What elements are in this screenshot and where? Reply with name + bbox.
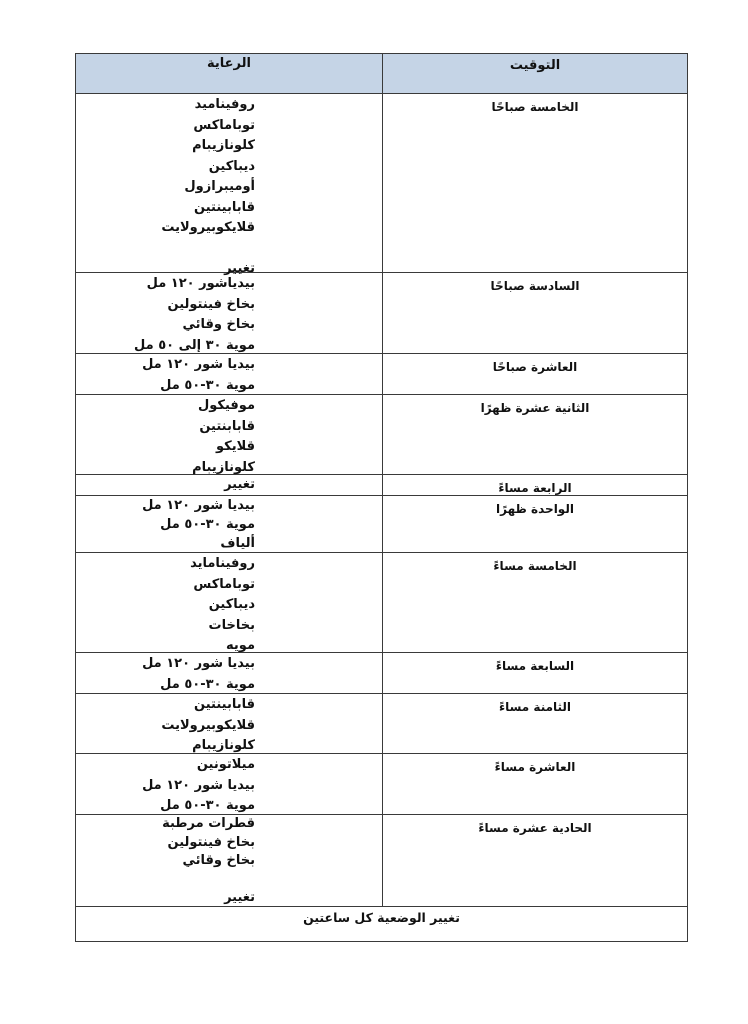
table-row [76,553,687,653]
care-cell [76,475,383,495]
care-item: ميلاتونين [196,757,255,772]
care-item: أوميبرازول [184,179,255,194]
table-row [76,475,687,496]
time-cell [383,354,687,394]
care-item: بيديا شور ١٢٠ مل [142,498,255,513]
care-item: بخاخ فينتولين [167,296,255,312]
table-row [76,354,687,395]
care-item: ألياف [220,536,255,551]
table-row [76,496,687,553]
time-label: السابعة مساءً [495,659,575,673]
time-label: السادسة صباحًا [490,279,580,293]
time-label: الخامسة صباحًا [491,100,579,114]
care-item: ديباكين [208,158,255,174]
time-label: العاشرة مساءً [494,760,576,774]
care-cell [76,815,383,906]
time-cell [383,94,687,272]
table-row [76,653,687,694]
care-item: بخاخ وقائي [182,317,255,332]
time-cell [383,815,687,906]
care-item: قابابينتين [194,697,255,712]
care-item: قطرات مرطبة [162,816,255,831]
care-item: قابابنتين [199,418,255,434]
care-list [161,695,255,757]
time-cell [383,754,687,814]
care-item: روفينامايد [190,556,255,571]
care-item: بيديا شور ١٢٠ مل [142,357,255,372]
care-list [134,274,255,356]
care-list [142,355,255,396]
care-item: كلونازيبام [192,738,255,753]
time-cell [383,496,687,552]
care-list [190,554,255,657]
table-row [76,694,687,754]
care-item: تغيير [224,261,255,276]
care-item: توباماكس [193,117,255,133]
time-cell [383,694,687,753]
care-item: موية ٣٠-٥٠ مل [160,377,255,393]
time-label: الثامنة مساءً [498,700,572,714]
care-cell [76,496,383,552]
table-row [76,273,687,354]
care-item: بخاخ وقائي [182,853,255,868]
care-item: بخاخات [208,617,255,633]
care-item: بخاخ فينتولين [167,834,255,850]
care-list [162,815,255,908]
header-timing-label: التوقيت [509,58,561,73]
care-item: روفيناميد [194,97,255,112]
time-label: الثانية عشرة ظهرًا [480,401,590,415]
care-cell [76,694,383,753]
care-list [161,95,255,280]
care-list [142,496,255,553]
footer-note: تغيير الوضعية كل ساعتين [303,910,460,925]
care-spacer [161,239,255,260]
time-cell [383,653,687,693]
time-label: الواحدة ظهرًا [496,502,574,516]
header-cell-timing [383,54,687,93]
care-item: موية ٣٠-٥٠ مل [160,676,255,692]
table-row [76,94,687,276]
care-item: تغيير [224,477,255,492]
care-item: قابابينتين [194,199,255,215]
table-footer-row [76,907,687,941]
care-item: كلونازيبام [192,459,255,475]
care-schedule-table [75,53,688,942]
time-cell [383,273,687,353]
table-header-row [76,54,687,94]
care-list [224,475,255,496]
time-label: الرابعة مساءً [498,481,572,495]
care-item: موية ٣٠-٥٠ مل [160,798,255,813]
time-cell [383,553,687,652]
care-list [192,396,255,478]
care-item: مويه [226,638,255,653]
time-label: الحادية عشرة مساءً [478,821,592,835]
header-care-label: الرعاية [207,56,251,71]
care-cell [76,273,383,353]
care-list [142,654,255,695]
care-item: بيديا شور ١٢٠ مل [142,777,255,793]
care-spacer [162,871,255,890]
care-item: بيديا شور ١٢٠ مل [142,656,255,671]
care-item: قلايكو [216,439,255,454]
care-item: موية ٣٠ إلى ٥٠ مل [134,337,255,353]
time-label: الخامسة مساءً [493,559,577,573]
care-cell [76,94,383,276]
table-row [76,815,687,907]
care-cell [76,354,383,394]
care-cell [76,754,383,814]
header-cell-care [76,54,383,93]
care-item: تغيير [224,890,255,905]
care-item: توباماكس [193,576,255,592]
care-item: قلايكوبيرولايت [161,717,255,733]
table-row [76,754,687,815]
care-cell [76,653,383,693]
care-item: ديباكين [208,597,255,612]
time-label: العاشرة صباحًا [492,360,578,374]
care-item: كلونازيبام [192,138,255,153]
time-cell [383,395,687,474]
care-item: موفيكول [197,398,255,413]
table-row [76,395,687,475]
time-cell [383,475,687,495]
care-item: موية ٣٠-٥٠ مل [160,517,255,532]
care-cell [76,395,383,474]
care-list [142,755,255,817]
care-item: قلايكوبيرولايت [161,220,255,235]
care-cell [76,553,383,652]
care-item: بيدياشور ١٢٠ مل [146,276,255,291]
